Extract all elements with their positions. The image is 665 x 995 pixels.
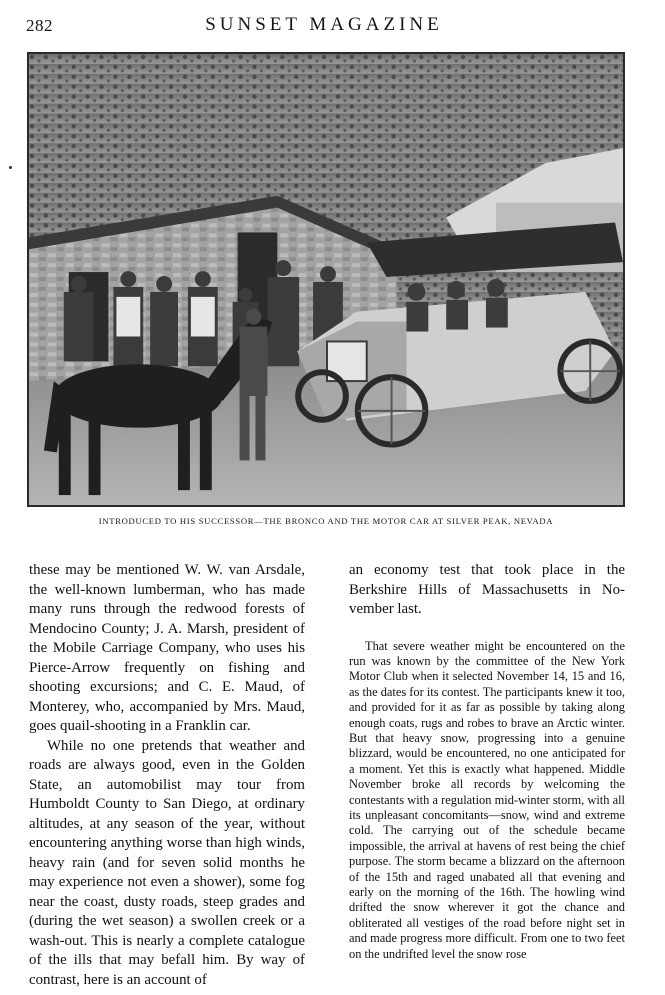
right-paragraph-2: That severe weather might be encountered on the run was known by the committee of the New York Motor Club when it selected November 14, 15 and 16, as the dates for its contest. The participants knew it too, and provided for it as far as possible by taking along enough coats, rugs and robes to brave an Arctic winter. But that heavy snow, progressing into a genuine blizzard, would be encountered, no one anticipated for a moment. Yet this is exactly what happened. Middle November broke all records by welcoming the contestants with a regulation mid-winter storm, with all its unpleasant concomitants—snow, wind and extreme cold. The carrying out of the schedule became impossible, the arrival at havens of rest being the chief purpose. The storm became a blizzard on the afternoon of the 15th and raged unabated all that evening and early on the morning of the 16th. The howling wind drifted the snow wherever it got the chance and obliterated all vestiges of the road before night set in and made progress more difficult. From one to two feet on the undrifted level the snow rose <box>349 638 625 961</box>
right-paragraph-1: an economy test that took place in the Berkshire Hills of Massachusetts in November last. <box>349 562 625 617</box>
left-paragraph-1: these may be mentioned W. W. van Arsdale, the well-known lumberman, who has made many runs through the redwood forests of Mendocino County; J. A. Marsh, president of the Mobile Carriage Company, who uses his Pierce-Arrow frequently on fishing and shooting excursions; and C. E. Maud, of Monterey, who, accompanied by Mrs. Maud, goes quail-shooting in a Franklin car. <box>29 562 305 734</box>
page-header <box>24 14 624 38</box>
stray-mark <box>9 166 12 169</box>
photograph <box>27 52 625 507</box>
left-column <box>29 561 305 990</box>
page-number: 282 <box>26 16 53 35</box>
running-head: SUNSET MAGAZINE <box>205 14 443 35</box>
photograph-bronco-and-motor-car-icon <box>29 54 623 505</box>
right-column <box>349 561 625 962</box>
photo-caption: INTRODUCED TO HIS SUCCESSOR—THE BRONCO AND THE MOTOR CAR AT SILVER PEAK, NEVADA <box>98 516 554 526</box>
left-paragraph-2: While no one pretends that weather and roads are always good, even in the Golden State, an automobilist may tour from Humboldt County to San Diego, at ordinary altitudes, at any season of the year, without encountering anything worse than high winds, heavy rain (and for seven solid months he may experience not even a shower), some fog near the coast, dusty roads, steep grades and (during the wet season) a swollen creek or a wash-out. This is nearly a complete catalogue of the ills that may befall him. By way of contrast, here is an account of <box>29 737 305 988</box>
